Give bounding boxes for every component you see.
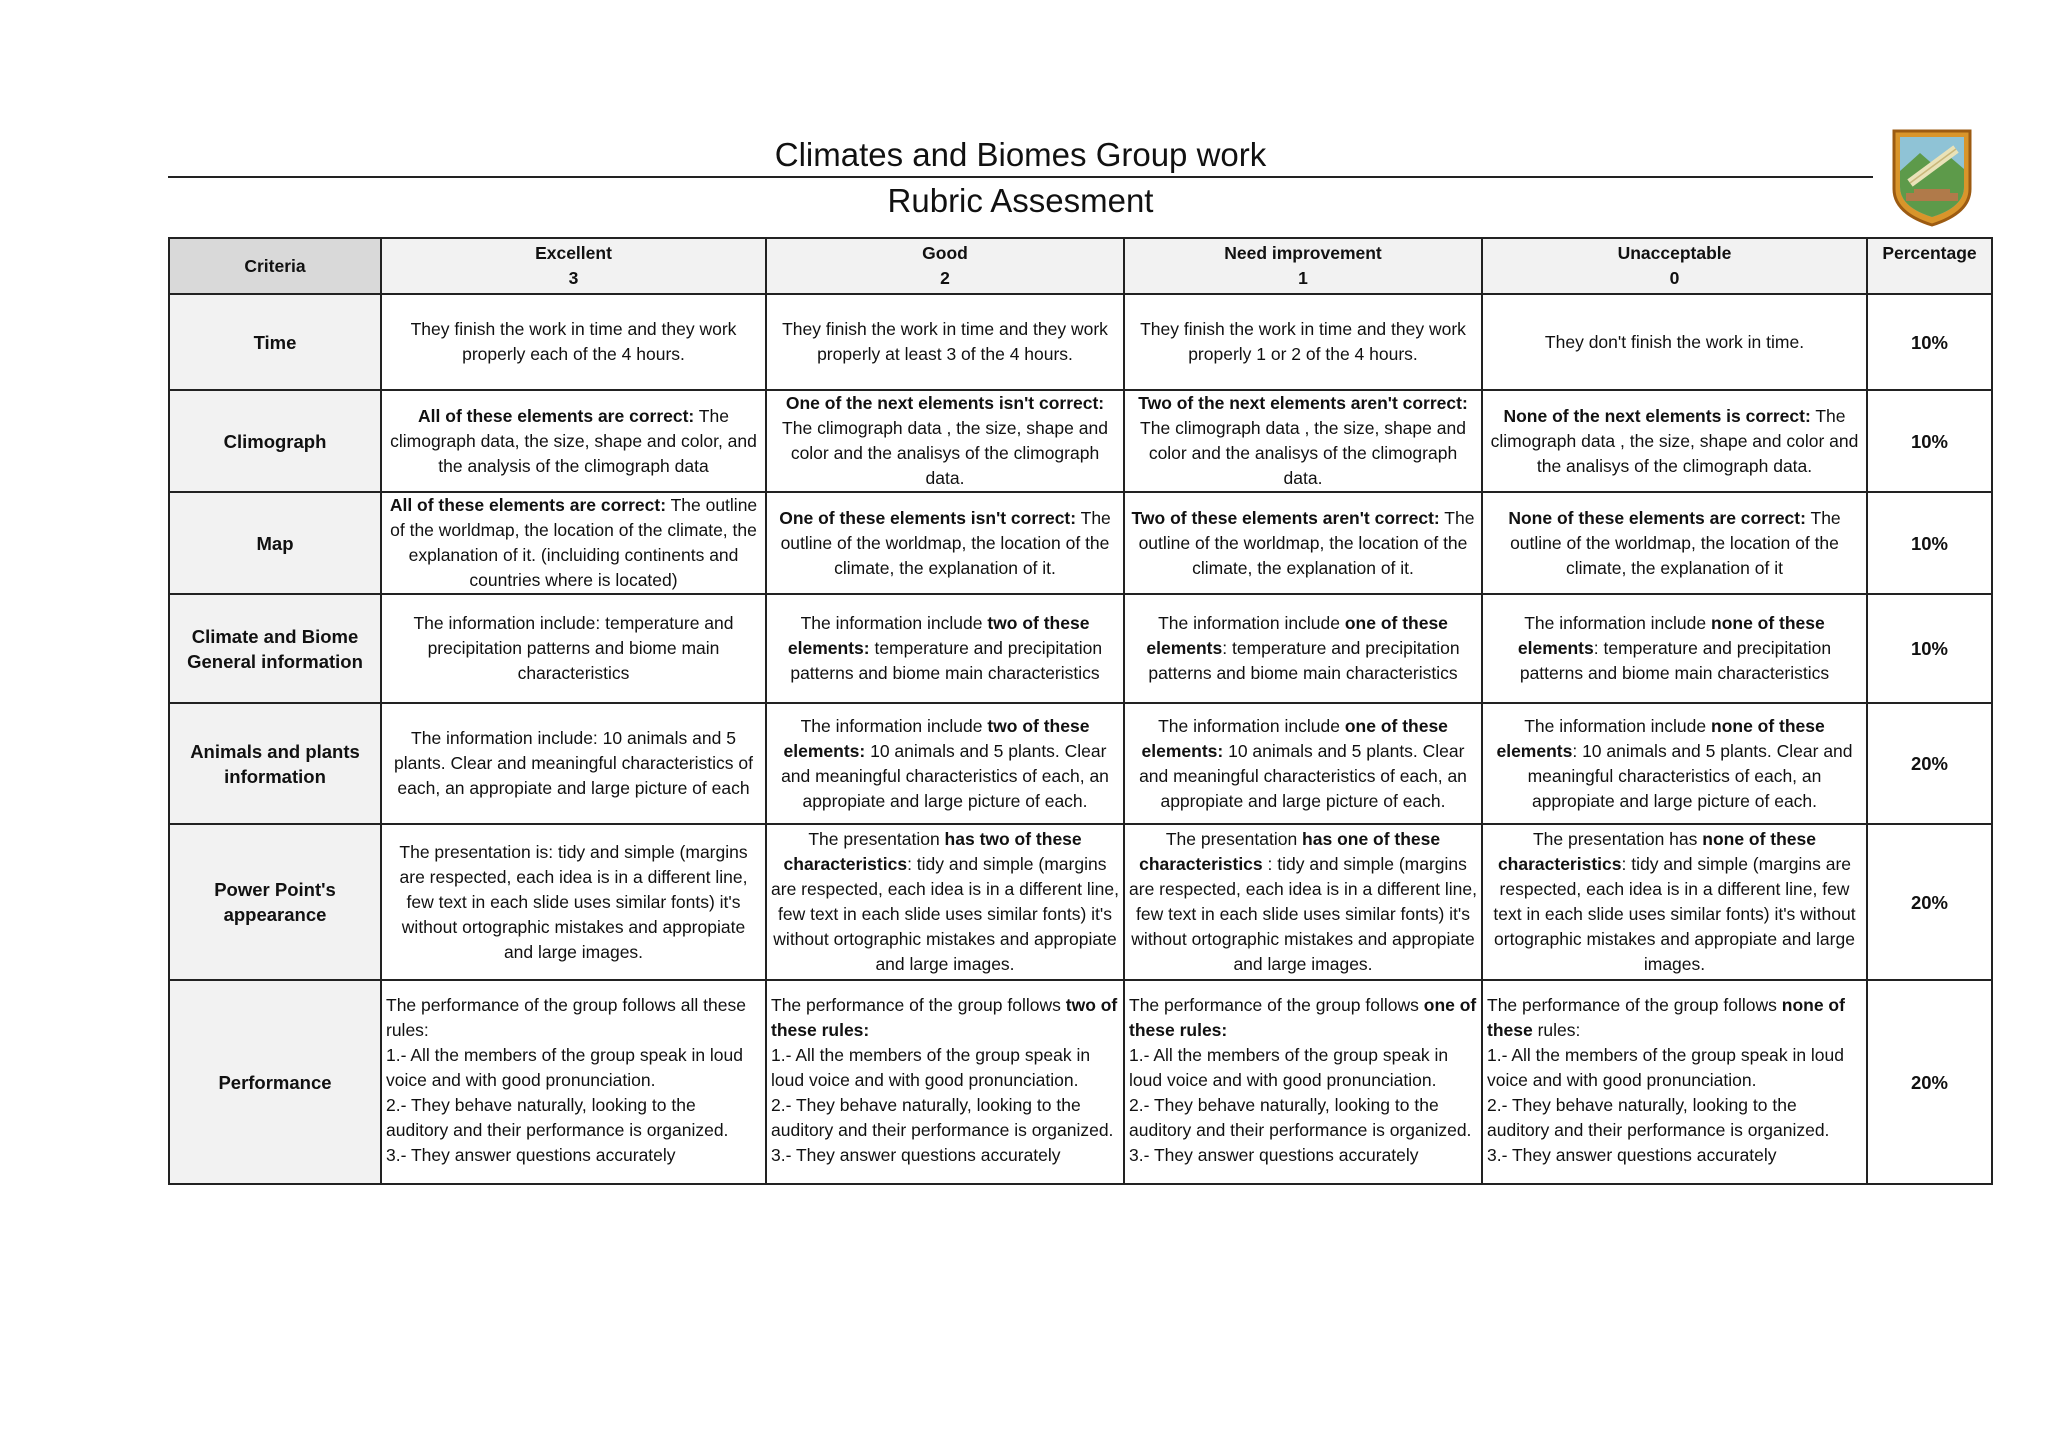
column-header-good xyxy=(766,238,1124,294)
table-row xyxy=(169,492,1992,594)
descriptor-bold: one of these rules: xyxy=(1129,995,1477,1040)
descriptor-cell xyxy=(1124,703,1482,824)
criteria-cell: Map xyxy=(169,492,381,594)
rule-item: 3.- They answer questions accurately xyxy=(1487,1145,1777,1165)
descriptor-text: They don't finish the work in time. xyxy=(1544,331,1805,352)
descriptor-cell xyxy=(1482,492,1867,594)
descriptor-bold: None of these elements are correct: xyxy=(1508,507,1806,528)
column-score: 0 xyxy=(1669,268,1680,288)
descriptor-text: rules: xyxy=(1532,1020,1581,1040)
descriptor-pre: The presentation has xyxy=(1532,829,1703,849)
descriptor-pre: The information include xyxy=(800,613,988,633)
column-label: Good xyxy=(922,243,968,263)
descriptor-text: : tidy and simple (margins are respected, each idea is in a different line, few text in each slide uses similar fonts) it's without ortographic mistakes and appropiate and large images. xyxy=(1493,854,1856,974)
descriptor-cell xyxy=(766,294,1124,390)
descriptor-text: The outline of the worldmap, the location of the climate, the explanation of it. xyxy=(1138,507,1475,578)
percentage-cell: 10% xyxy=(1867,594,1992,703)
column-header-criteria xyxy=(169,238,381,294)
descriptor-pre: The information include xyxy=(800,715,988,736)
descriptor-cell xyxy=(766,703,1124,824)
percentage-cell: 20% xyxy=(1867,703,1992,824)
descriptor-cell xyxy=(1482,294,1867,390)
descriptor-text: : tidy and simple (margins are respected, each idea is in a different line, few text in each slide uses similar fonts) it's without ortographic mistakes and appropiate and large images. xyxy=(771,854,1119,974)
column-score: 2 xyxy=(940,268,950,288)
percentage-cell: 10% xyxy=(1867,294,1992,390)
descriptor-cell xyxy=(381,703,766,824)
descriptor-text: The climograph data , the size, shape and color and the analisys of the climograph data. xyxy=(1490,405,1859,476)
criteria-cell: Performance xyxy=(169,980,381,1184)
descriptor-bold: Two of the next elements aren't correct: xyxy=(1138,393,1468,413)
descriptor-bold: two of these elements: xyxy=(787,613,1090,658)
descriptor-text: 10 animals and 5 plants. Clear and meaningful characteristics of each, an appropiate and large picture of each. xyxy=(781,740,1109,811)
column-header-excellent xyxy=(381,238,766,294)
rubric-table xyxy=(168,237,1993,1185)
descriptor-cell xyxy=(766,492,1124,594)
table-row xyxy=(169,980,1992,1184)
rule-item: 2.- They behave naturally, looking to the auditory and their performance is organized. xyxy=(386,1095,729,1140)
descriptor-pre: The information include xyxy=(1524,613,1711,633)
descriptor-text: The outline of the worldmap, the location of the climate, the explanation of it xyxy=(1510,507,1841,578)
descriptor-cell xyxy=(766,594,1124,703)
descriptor-text: The climograph data , the size, shape and color and the analisys of the climograph data. xyxy=(1140,418,1466,488)
descriptor-pre: The presentation is: tidy and simple (margins are respected, each idea is in a different line, few text in each slide uses similar fonts) it's without ortographic mistakes and appropiate and large images. xyxy=(399,841,748,962)
column-header-need-improvement xyxy=(1124,238,1482,294)
descriptor-bold: None of the next elements is correct: xyxy=(1503,405,1811,426)
document-title: Climates and Biomes Group work xyxy=(168,134,1873,178)
descriptor-bold: All of these elements are correct: xyxy=(389,495,667,515)
descriptor-cell xyxy=(381,294,766,390)
descriptor-bold: two of these rules: xyxy=(771,995,1118,1040)
header-row xyxy=(169,238,1992,294)
descriptor-cell xyxy=(1124,594,1482,703)
table-row xyxy=(169,390,1992,492)
descriptor-pre: The information include xyxy=(1158,715,1345,736)
school-crest-icon xyxy=(1890,127,1974,229)
criteria-cell: Time xyxy=(169,294,381,390)
descriptor-pre: The information include xyxy=(1524,715,1711,736)
percentage-cell: 10% xyxy=(1867,390,1992,492)
descriptor-cell xyxy=(1482,980,1867,1184)
percentage-cell: 10% xyxy=(1867,492,1992,594)
column-score: 3 xyxy=(568,268,579,288)
column-label: Percentage xyxy=(1882,243,1977,263)
descriptor-bold: One of these elements isn't correct: xyxy=(779,507,1077,528)
descriptor-text: : 10 animals and 5 plants. Clear and meaningful characteristics of each, an appropiate and large picture of each. xyxy=(1527,740,1853,811)
descriptor-bold: has two of these characteristics xyxy=(783,829,1082,874)
descriptor-bold: one of these elements xyxy=(1146,613,1448,658)
rule-item: 3.- They answer questions accurately xyxy=(771,1145,1061,1165)
descriptor-bold: one of these elements: xyxy=(1141,715,1448,761)
descriptor-pre: The information include xyxy=(1158,613,1345,633)
column-label: Unacceptable xyxy=(1617,243,1732,263)
descriptor-pre: The performance of the group follows xyxy=(1129,995,1424,1015)
descriptor-text: The outline of the worldmap, the location of the climate, the explanation of it. (incluiding continents and countries where is located) xyxy=(390,495,758,590)
rule-item: 1.- All the members of the group speak in loud voice and with good pronunciation. xyxy=(771,1045,1091,1090)
percentage-cell: 20% xyxy=(1867,824,1992,980)
descriptor-bold: All of these elements are correct: xyxy=(418,405,695,426)
table-row xyxy=(169,594,1992,703)
descriptor-text: : temperature and precipitation patterns and biome main characteristics xyxy=(1519,638,1832,683)
descriptor-pre: The information include: 10 animals and 5 plants. Clear and meaningful characteristics of each, an appropiate and large picture of each xyxy=(394,728,753,798)
descriptor-cell xyxy=(766,824,1124,980)
descriptor-cell xyxy=(766,980,1124,1184)
column-header-unacceptable xyxy=(1482,238,1867,294)
descriptor-cell xyxy=(1124,980,1482,1184)
descriptor-cell xyxy=(766,390,1124,492)
rule-item: 2.- They behave naturally, looking to the auditory and their performance is organized. xyxy=(1487,1095,1830,1140)
rule-item: 2.- They behave naturally, looking to the auditory and their performance is organized. xyxy=(1129,1095,1472,1140)
rule-item: 2.- They behave naturally, looking to the auditory and their performance is organized. xyxy=(771,1095,1114,1140)
descriptor-pre: The performance of the group follows all these rules: xyxy=(386,995,746,1040)
descriptor-cell xyxy=(1482,390,1867,492)
rule-item: 1.- All the members of the group speak in loud voice and with good pronunciation. xyxy=(1487,1045,1845,1090)
descriptor-text: : temperature and precipitation patterns and biome main characteristics xyxy=(1148,638,1460,683)
descriptor-text: : tidy and simple (margins are respected, each idea is in a different line, few text in each slide uses similar fonts) it's without ortographic mistakes and appropiate and large images. xyxy=(1129,854,1477,974)
descriptor-pre: The presentation xyxy=(808,829,945,849)
descriptor-bold: has one of these characteristics xyxy=(1139,829,1441,874)
descriptor-bold: none of these xyxy=(1487,995,1845,1040)
descriptor-cell xyxy=(381,980,766,1184)
descriptor-text: The outline of the worldmap, the location of the climate, the explanation of it. xyxy=(780,507,1111,578)
column-label: Criteria xyxy=(244,255,306,276)
rule-item: 3.- They answer questions accurately xyxy=(386,1145,676,1165)
descriptor-cell xyxy=(1482,703,1867,824)
rule-item: 1.- All the members of the group speak in loud voice and with good pronunciation. xyxy=(386,1045,744,1090)
descriptor-pre: The performance of the group follows xyxy=(771,995,1066,1015)
descriptor-bold: two of these elements: xyxy=(783,715,1090,761)
rule-item: 1.- All the members of the group speak in loud voice and with good pronunciation. xyxy=(1129,1045,1449,1090)
descriptor-text: They finish the work in time and they work properly at least 3 of the 4 hours. xyxy=(782,319,1108,364)
table-row xyxy=(169,294,1992,390)
criteria-cell: Animals and plants information xyxy=(169,703,381,824)
descriptor-text: 10 animals and 5 plants. Clear and meaningful characteristics of each, an appropiate and large picture of each. xyxy=(1139,740,1467,811)
descriptor-cell xyxy=(1482,594,1867,703)
column-score: 1 xyxy=(1298,268,1308,288)
table-row xyxy=(169,703,1992,824)
descriptor-bold: none of these elements xyxy=(1517,613,1825,658)
descriptor-text: The climograph data , the size, shape and color and the analisys of the climograph data. xyxy=(782,418,1108,488)
descriptor-bold: Two of these elements aren't correct: xyxy=(1131,507,1440,528)
rule-item: 3.- They answer questions accurately xyxy=(1129,1145,1419,1165)
descriptor-text: They finish the work in time and they work properly 1 or 2 of the 4 hours. xyxy=(1140,319,1466,364)
descriptor-cell xyxy=(1124,390,1482,492)
descriptor-cell xyxy=(381,492,766,594)
percentage-cell: 20% xyxy=(1867,980,1992,1184)
criteria-cell: Climate and Biome General information xyxy=(169,594,381,703)
document-subtitle: Rubric Assesment xyxy=(887,182,1154,219)
descriptor-text: The climograph data, the size, shape and color, and the analysis of the climograph data xyxy=(390,405,757,476)
descriptor-bold: none of these elements xyxy=(1496,715,1825,761)
descriptor-cell xyxy=(1482,824,1867,980)
criteria-cell: Power Point's appearance xyxy=(169,824,381,980)
descriptor-pre: The information include: temperature and precipitation patterns and biome main characteristics xyxy=(413,613,734,683)
table-row xyxy=(169,824,1992,980)
descriptor-cell xyxy=(381,594,766,703)
column-label: Excellent xyxy=(535,243,612,263)
descriptor-text: temperature and precipitation patterns and biome main characteristics xyxy=(790,638,1103,683)
criteria-cell: Climograph xyxy=(169,390,381,492)
descriptor-bold: One of the next elements isn't correct: xyxy=(785,393,1105,413)
column-header-percentage xyxy=(1867,238,1992,294)
descriptor-cell xyxy=(1124,824,1482,980)
column-label: Need improvement xyxy=(1224,243,1382,263)
descriptor-bold: none of these characteristics xyxy=(1497,829,1817,874)
descriptor-pre: The presentation xyxy=(1165,829,1303,849)
descriptor-cell xyxy=(1124,294,1482,390)
descriptor-cell xyxy=(1124,492,1482,594)
descriptor-cell xyxy=(381,390,766,492)
descriptor-pre: The performance of the group follows xyxy=(1487,995,1782,1015)
descriptor-cell xyxy=(381,824,766,980)
descriptor-text: They finish the work in time and they work properly each of the 4 hours. xyxy=(410,319,737,364)
